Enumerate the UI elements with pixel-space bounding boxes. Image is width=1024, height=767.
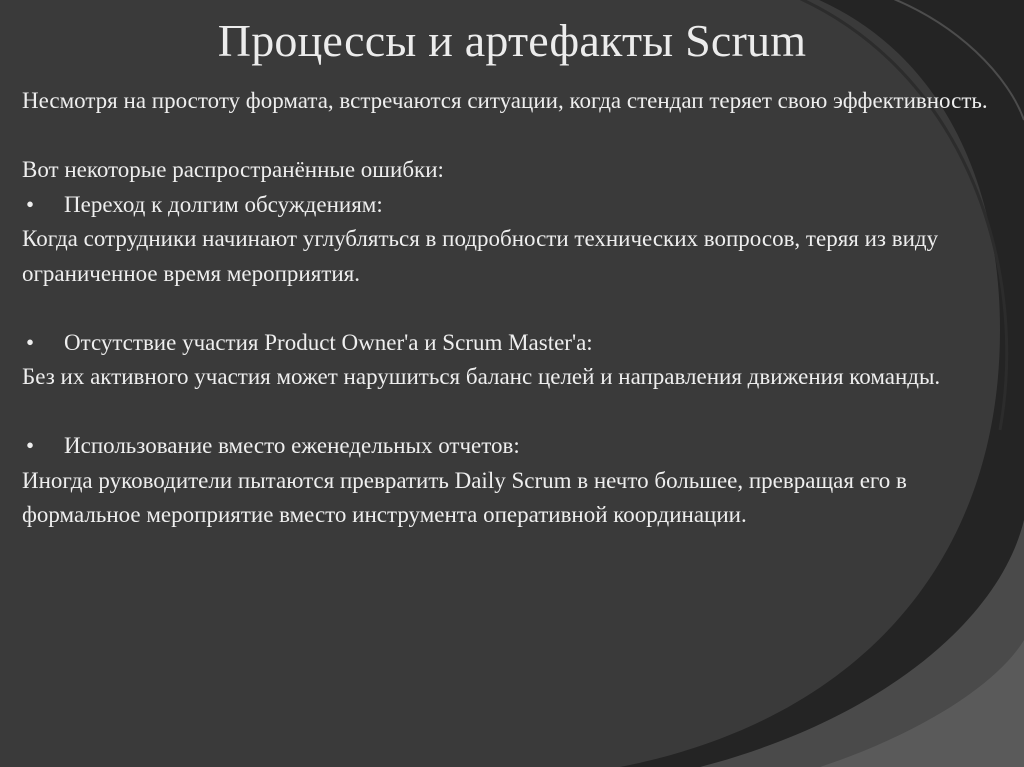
- mistake-description-3: Иногда руководители пытаются превратить Daily Scrum в нечто большее, превращая его в формальное мероприятие вместо инструмента оперативной координации.: [22, 467, 907, 527]
- slide-title: Процессы и артефакты Scrum: [217, 15, 807, 66]
- mistake-heading-text: Отсутствие участия Product Owner'a и Scrum Master'a:: [64, 329, 593, 355]
- mistake-description-1: Когда сотрудники начинают углубляться в подробности технических вопросов, теряя из виду ограниченное время мероприятия.: [22, 226, 939, 286]
- spacer: [22, 395, 1012, 430]
- intro-paragraph: Несмотря на простоту формата, встречаются ситуации, когда стендап теряет свою эффективность.: [22, 88, 988, 113]
- mistake-heading-text: Использование вместо еженедельных отчетов:: [64, 433, 520, 458]
- mistake-heading-3: [22, 429, 1012, 464]
- mistake-description-2: Без их активного участия может нарушиться баланс целей и направления движения команды.: [22, 364, 941, 389]
- mistake-heading-1: [22, 188, 1012, 223]
- spacer: [22, 291, 1012, 326]
- slide-body: [22, 84, 1012, 533]
- spacer: [22, 119, 1012, 154]
- bullet-icon: •: [26, 329, 35, 355]
- bullet-icon: •: [26, 191, 35, 217]
- lead-paragraph: Вот некоторые распространённые ошибки:: [22, 157, 444, 182]
- mistake-heading-text: Переход к долгим обсуждениям:: [64, 191, 383, 217]
- mistake-heading-2: [22, 326, 1012, 361]
- bullet-icon: •: [26, 433, 35, 458]
